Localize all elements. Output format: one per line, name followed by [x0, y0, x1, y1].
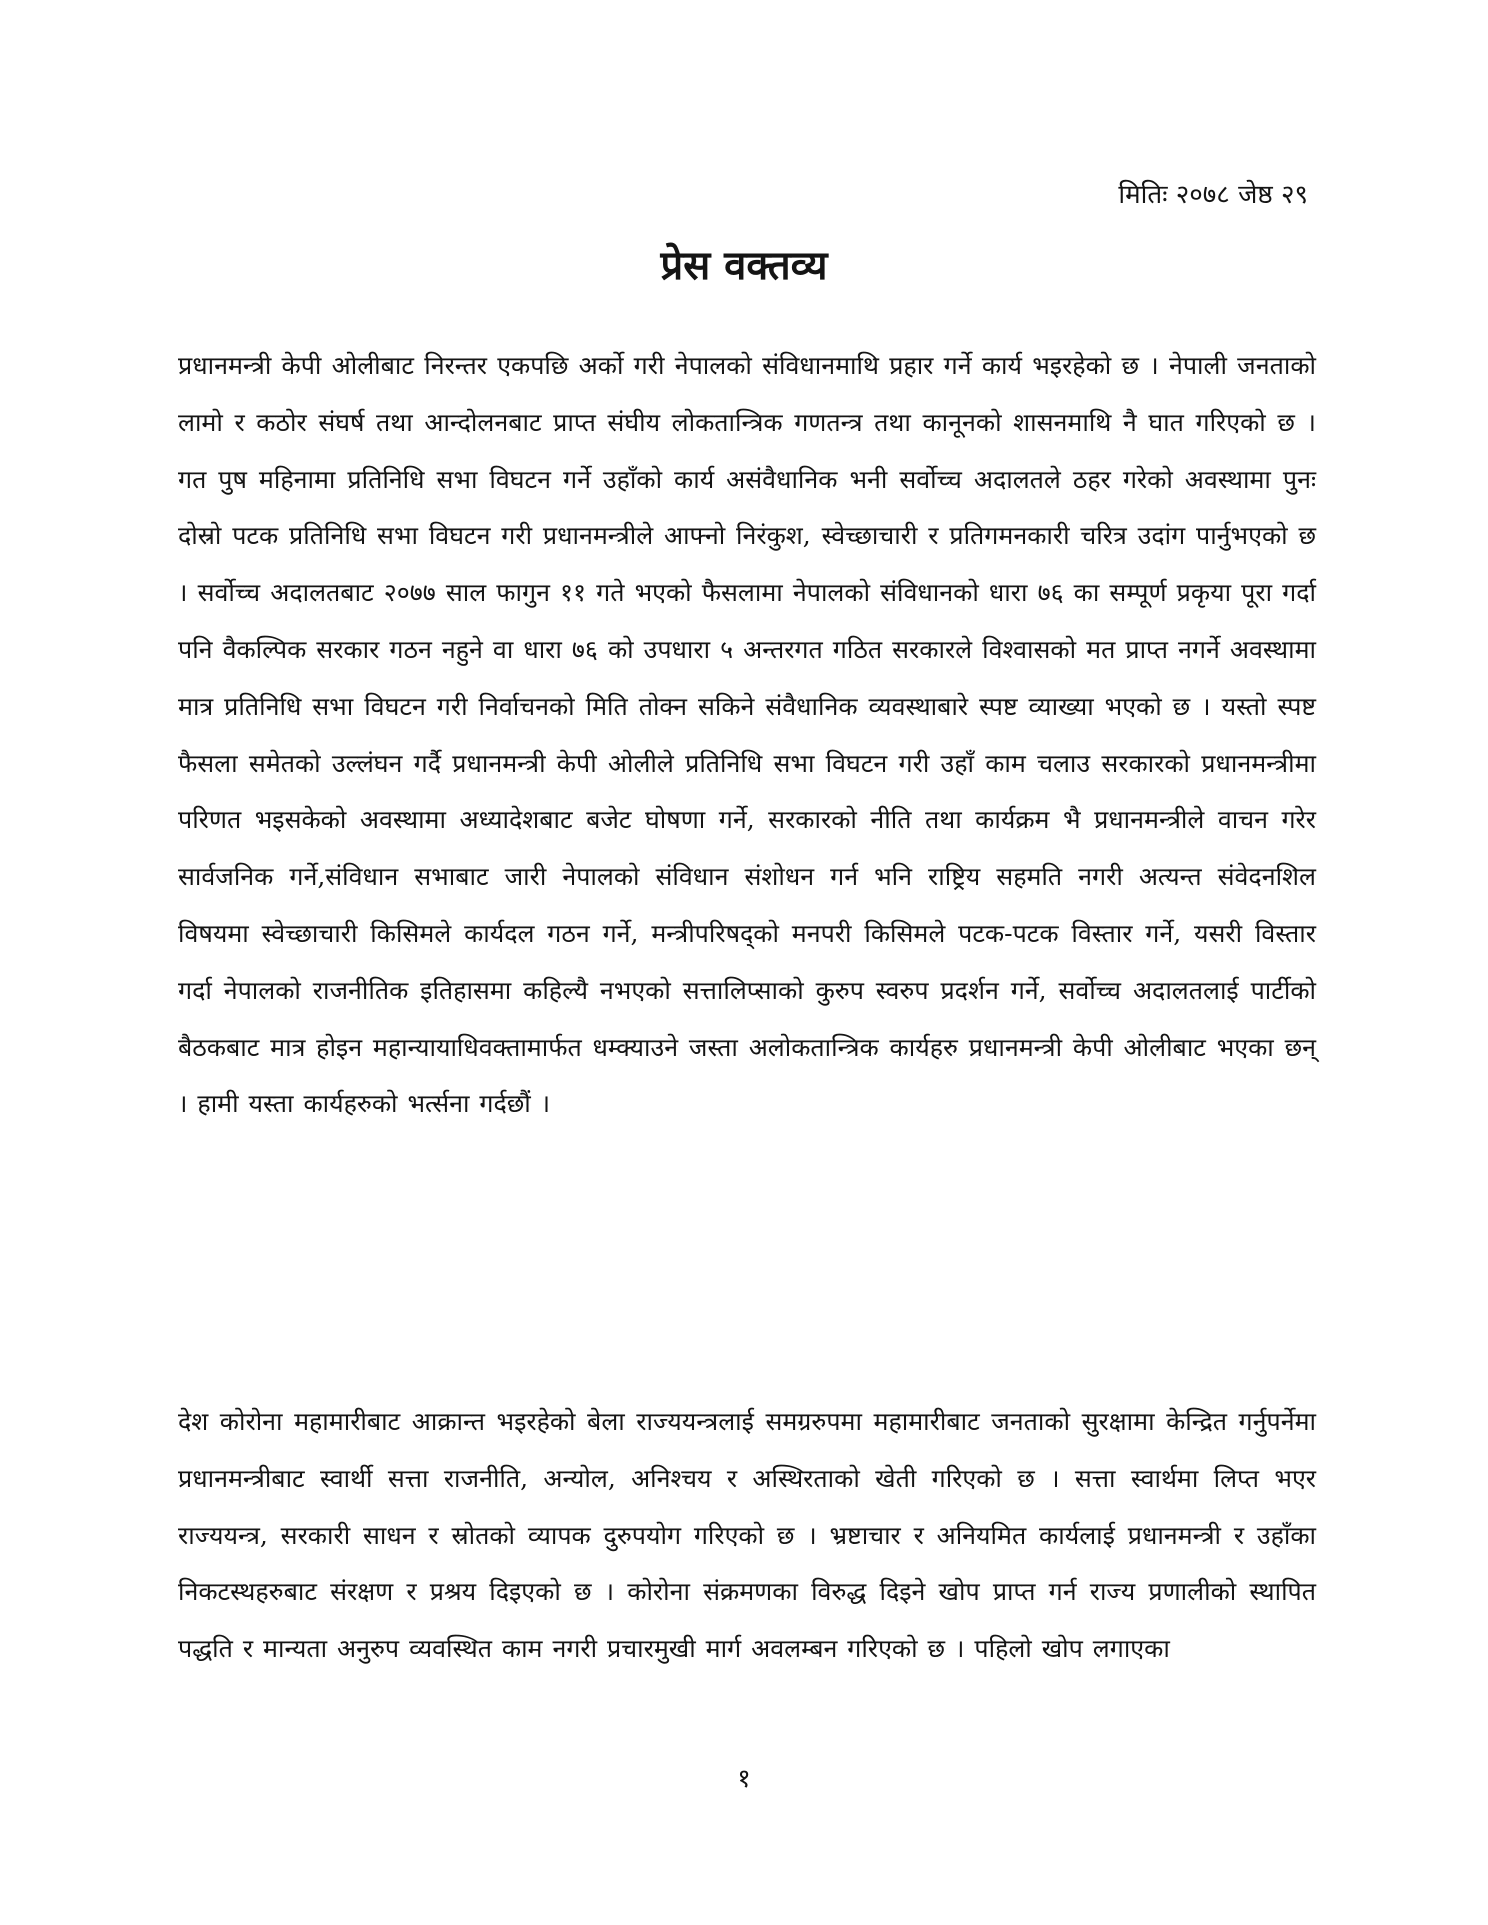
- paragraph: देश कोरोना महामारीबाट आक्रान्त भइरहेको बेला राज्ययन्त्रलाई समग्ररुपमा महामारीबाट जनताको सुरक्षामा केन्द्रित गर्नुपर्नेमा प्रधानमन्त्रीबाट स्वार्थी सत्ता राजनीति, अन्योल, अनिश्चय र अस्थिरताको खेती गरिएको छ । सत्ता स्वार्थमा लिप्त भएर राज्ययन्त्र, सरकारी साधन र स्रोतको व्यापक दुरुपयोग गरिएको छ । भ्रष्टाचार र अनियमित कार्यलाई प्रधानमन्त्री र उहाँका निकटस्थहरुबाट संरक्षण र प्रश्रय दिइएको छ । कोरोना संक्रमणका विरुद्ध दिइने खोप प्राप्त गर्न राज्य प्रणालीको स्थापित पद्धति र मान्यता अनुरुप व्यवस्थित काम नगरी प्रचारमुखी मार्ग अवलम्बन गरिएको छ । पहिलो खोप लगाएका: [178, 1407, 1316, 1664]
- paragraph: प्रधानमन्त्री केपी ओलीबाट निरन्तर एकपछि अर्को गरी नेपालको संविधानमाथि प्रहार गर्ने कार्य भइरहेको छ । नेपाली जनताको लामो र कठोर संघर्ष तथा आन्दोलनबाट प्राप्त संघीय लोकतान्त्रिक गणतन्त्र तथा कानूनको शासनमाथि नै घात गरिएको छ । गत पुष महिनामा प्रतिनिधि सभा विघटन गर्ने उहाँको कार्य असंवैधानिक भनी सर्वोच्च अदालतले ठहर गरेको अवस्थामा पुनः दोस्रो पटक प्रतिनिधि सभा विघटन गरी प्रधानमन्त्रीले आफ्नो निरंकुश, स्वेच्छाचारी र प्रतिगमनकारी चरित्र उदांग पार्नुभएको छ । सर्वोच्च अदालतबाट २०७७ साल फागुन ११ गते भएको फैसलामा नेपालको संविधानको धारा ७६ का सम्पूर्ण प्रकृया पूरा गर्दा पनि वैकल्पिक सरकार गठन नहुने वा धारा ७६ को उपधारा ५ अन्तरगत गठित सरकारले विश्वासको मत प्राप्त नगर्ने अवस्थामा मात्र प्रतिनिधि सभा विघटन गरी निर्वाचनको मिति तोक्न सकिने संवैधानिक व्यवस्थाबारे स्पष्ट व्याख्या भएको छ । यस्तो स्पष्ट फैसला समेतको उल्लंघन गर्दै प्रधानमन्त्री केपी ओलीले प्रतिनिधि सभा विघटन गरी उहाँ काम चलाउ सरकारको प्रधानमन्त्रीमा परिणत भइसकेको अवस्थामा अध्यादेशबाट बजेट घोषणा गर्ने, सरकारको नीति तथा कार्यक्रम भै प्रधानमन्त्रीले वाचन गरेर सार्वजनिक गर्ने,संविधान सभाबाट जारी नेपालको संविधान संशोधन गर्न भनि राष्ट्रिय सहमति नगरी अत्यन्त संवेदनशिल विषयमा स्वेच्छाचारी किसिमले कार्यदल गठन गर्ने, मन्त्रीपरिषद्को मनपरी किसिमले पटक-पटक विस्तार गर्ने, यसरी विस्तार गर्दा नेपालको राजनीतिक इतिहासमा कहिल्यै नभएको सत्तालिप्साको कुरुप स्वरुप प्रदर्शन गर्ने, सर्वोच्च अदालतलाई पार्टीको बैठकबाट मात्र होइन महान्यायाधिवक्तामार्फत धम्क्याउने जस्ता अलोकतान्त्रिक कार्यहरु प्रधानमन्त्री केपी ओलीबाट भएका छन् । हामी यस्ता कार्यहरुको भर्त्सना गर्दछौं ।: [178, 351, 1316, 1119]
- page-number: १: [737, 1764, 751, 1794]
- statement-date: मितिः २०७८ जेष्ठ २९: [1118, 180, 1308, 210]
- page-title: प्रेस वक्तव्य: [660, 242, 828, 289]
